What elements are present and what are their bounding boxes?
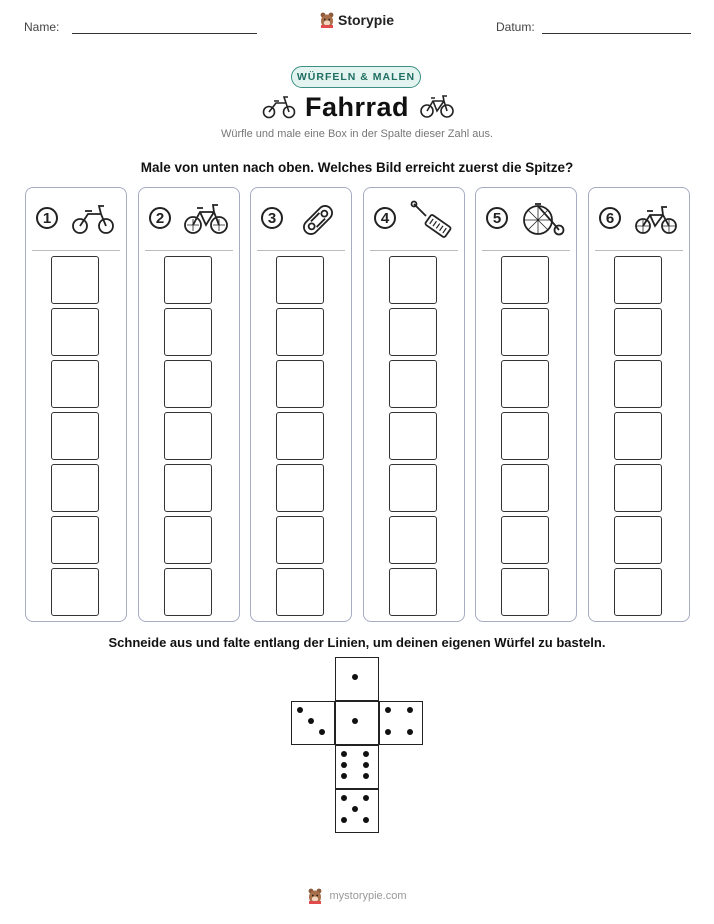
color-box[interactable] bbox=[501, 308, 549, 356]
column-5 bbox=[475, 187, 577, 622]
name-label: Name: bbox=[24, 20, 60, 34]
column-number: 5 bbox=[486, 207, 508, 229]
kids-bike-icon bbox=[633, 198, 679, 238]
column-1 bbox=[25, 187, 127, 622]
color-box[interactable] bbox=[389, 464, 437, 512]
color-box[interactable] bbox=[389, 256, 437, 304]
color-box[interactable] bbox=[614, 256, 662, 304]
color-box[interactable] bbox=[389, 516, 437, 564]
dice-face-1 bbox=[335, 657, 379, 701]
column-6 bbox=[588, 187, 690, 622]
color-box[interactable] bbox=[164, 412, 212, 460]
bicycle-icon bbox=[183, 198, 229, 238]
column-number: 4 bbox=[374, 207, 396, 229]
category-badge: WÜRFELN & MALEN bbox=[291, 66, 421, 88]
dice-pip bbox=[352, 806, 358, 812]
color-box[interactable] bbox=[614, 464, 662, 512]
color-box[interactable] bbox=[389, 360, 437, 408]
column-divider bbox=[32, 250, 120, 251]
cut-instruction: Schneide aus und falte entlang der Linien, um deinen eigenen Würfel zu basteln. bbox=[108, 635, 606, 650]
brand-logo bbox=[0, 12, 714, 28]
color-box[interactable] bbox=[276, 308, 324, 356]
color-box[interactable] bbox=[164, 464, 212, 512]
date-label: Datum: bbox=[496, 20, 535, 34]
column-4 bbox=[363, 187, 465, 622]
dice-face-4 bbox=[379, 701, 423, 745]
color-box[interactable] bbox=[501, 568, 549, 616]
bike-pedal-icon bbox=[408, 198, 454, 238]
dice-pip bbox=[363, 817, 369, 823]
dice-pip bbox=[385, 729, 391, 735]
color-box[interactable] bbox=[389, 308, 437, 356]
column-number: 3 bbox=[261, 207, 283, 229]
color-box[interactable] bbox=[501, 464, 549, 512]
color-box[interactable] bbox=[51, 568, 99, 616]
page-title: Fahrrad bbox=[304, 92, 410, 122]
name-line bbox=[72, 33, 257, 34]
color-box[interactable] bbox=[51, 360, 99, 408]
color-box[interactable] bbox=[276, 516, 324, 564]
column-3 bbox=[250, 187, 352, 622]
color-box[interactable] bbox=[501, 256, 549, 304]
color-box[interactable] bbox=[51, 308, 99, 356]
date-line bbox=[542, 33, 691, 34]
column-number: 2 bbox=[149, 207, 171, 229]
column-divider bbox=[145, 250, 233, 251]
dice-pip bbox=[363, 795, 369, 801]
column-divider bbox=[482, 250, 570, 251]
dice-pip bbox=[319, 729, 325, 735]
dice-pip bbox=[407, 707, 413, 713]
color-box[interactable] bbox=[614, 516, 662, 564]
dice-pip bbox=[341, 751, 347, 757]
bear-icon bbox=[320, 12, 334, 28]
column-divider bbox=[257, 250, 345, 251]
column-number: 1 bbox=[36, 207, 58, 229]
bike-chain-icon bbox=[295, 198, 341, 238]
column-divider bbox=[595, 250, 683, 251]
color-box[interactable] bbox=[51, 464, 99, 512]
color-box[interactable] bbox=[51, 256, 99, 304]
color-box[interactable] bbox=[276, 568, 324, 616]
dice-pip bbox=[297, 707, 303, 713]
color-box[interactable] bbox=[501, 516, 549, 564]
color-box[interactable] bbox=[501, 360, 549, 408]
color-box[interactable] bbox=[614, 360, 662, 408]
color-box[interactable] bbox=[614, 412, 662, 460]
color-box[interactable] bbox=[389, 568, 437, 616]
subtitle: Würfle und male eine Box in der Spalte dieser Zahl aus. bbox=[220, 128, 494, 140]
footer bbox=[0, 888, 714, 904]
color-box[interactable] bbox=[164, 568, 212, 616]
dice-pip bbox=[308, 718, 314, 724]
dice-pip bbox=[363, 751, 369, 757]
dice-pip bbox=[363, 773, 369, 779]
dice-pip bbox=[341, 817, 347, 823]
color-box[interactable] bbox=[164, 256, 212, 304]
dice-pip bbox=[341, 773, 347, 779]
dice-face-1 bbox=[335, 701, 379, 745]
color-box[interactable] bbox=[51, 412, 99, 460]
dice-pip bbox=[341, 762, 347, 768]
bicycle-icon bbox=[420, 93, 454, 119]
dice-pip bbox=[407, 729, 413, 735]
color-box[interactable] bbox=[164, 308, 212, 356]
color-box[interactable] bbox=[614, 568, 662, 616]
balance-bike-icon bbox=[70, 198, 116, 238]
color-box[interactable] bbox=[614, 308, 662, 356]
bear-icon bbox=[307, 888, 323, 904]
footer-url: mystorypie.com bbox=[329, 890, 407, 902]
color-box[interactable] bbox=[276, 412, 324, 460]
dice-face-3 bbox=[291, 701, 335, 745]
color-box[interactable] bbox=[164, 516, 212, 564]
dice-face-5 bbox=[335, 789, 379, 833]
color-box[interactable] bbox=[389, 412, 437, 460]
dice-pip bbox=[352, 674, 358, 680]
color-box[interactable] bbox=[164, 360, 212, 408]
color-box[interactable] bbox=[501, 412, 549, 460]
column-2 bbox=[138, 187, 240, 622]
brand-name: Storypie bbox=[337, 12, 394, 28]
dice-pip bbox=[341, 795, 347, 801]
dice-pip bbox=[385, 707, 391, 713]
dice-pip bbox=[363, 762, 369, 768]
dice-pip bbox=[352, 718, 358, 724]
column-divider bbox=[370, 250, 458, 251]
instruction: Male von unten nach oben. Welches Bild erreicht zuerst die Spitze? bbox=[140, 160, 574, 175]
column-number: 6 bbox=[599, 207, 621, 229]
color-box[interactable] bbox=[276, 256, 324, 304]
penny-farthing-icon bbox=[520, 198, 566, 238]
color-box[interactable] bbox=[276, 464, 324, 512]
color-box[interactable] bbox=[276, 360, 324, 408]
color-box[interactable] bbox=[51, 516, 99, 564]
dice-face-6 bbox=[335, 745, 379, 789]
